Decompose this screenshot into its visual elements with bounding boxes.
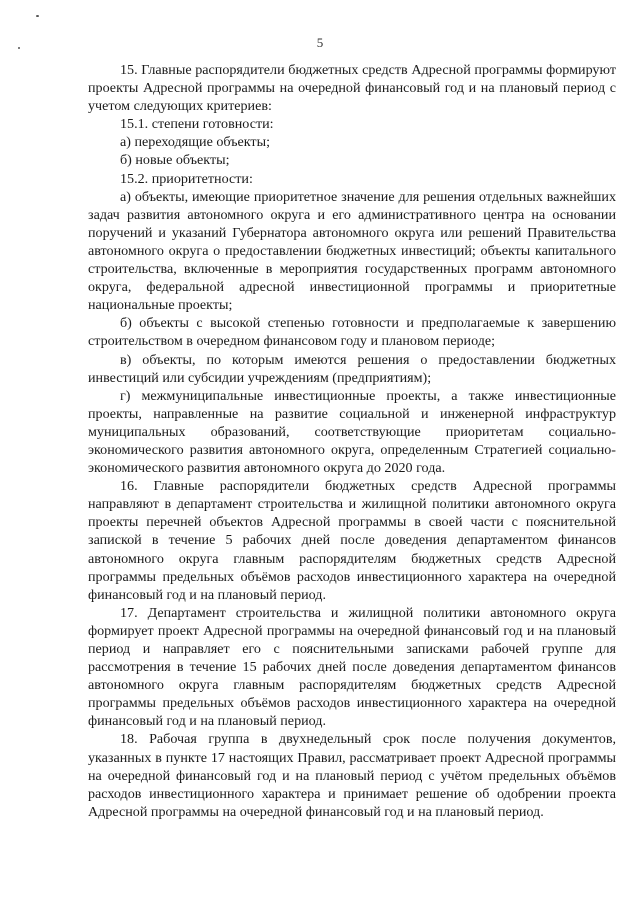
paragraph-18: 18. Рабочая группа в двухнедельный срок после получения документов, указанных в пункте 17 настоящих Правил, рассматривает проект Адресной программы на очередной финансовый год и на плановый период с учётом предельных объёмов расходов инвестиционного характера и принимает решение об одобрении проекта Адресной программы на очередной финансовый год и на плановый период. — [88, 731, 616, 820]
scan-speck — [36, 15, 39, 17]
paragraph-16: 16. Главные распорядители бюджетных средств Адресной программы направляют в департамент строительства и жилищной политики автономного округа проекты перечней объектов Адресной программы в своей части с пояснительной запиской в течение 5 рабочих дней после доведения департаментом финансов автономного округа главным распорядителям бюджетных средств Адресной программы предельных объёмов расходов инвестиционного характера на очередной финансовый год и на плановый период. — [88, 478, 616, 603]
list-item-15-2-g: г) межмуниципальные инвестиционные проекты, а также инвестиционные проекты, направленные на развитие социальной и инженерной инфраструктур муниципальных образований, соответствующие приоритетам социально-экономического развития автономного округа, определенным Стратегией социально-экономического развития автономного округа до 2020 года. — [88, 387, 616, 477]
document-body — [88, 61, 616, 821]
paragraph-15-1: 15.1. степени готовности: — [120, 116, 274, 133]
list-item-15-1-b: б) новые объекты; — [120, 152, 230, 169]
list-item-15-1-a: а) переходящие объекты; — [120, 134, 270, 151]
paragraph-15: 15. Главные распорядители бюджетных средств Адресной программы формируют проекты Адресной программы на очередной финансовый год и на плановый период с учетом следующих критериев: — [88, 62, 616, 115]
page-number: 5 — [316, 35, 324, 50]
list-item-15-2-b: б) объекты с высокой степенью готовности и предполагаемые к завершению строительством в очередном финансовом году и плановом периоде; — [88, 315, 616, 350]
paragraph-15-2: 15.2. приоритетности: — [120, 170, 253, 187]
paragraph-17: 17. Департамент строительства и жилищной политики автономного округа формирует проект Адресной программы на очередной финансовый год и на плановый период и направляет его с пояснительными записками рабочей группе для рассмотрения в течение 15 рабочих дней после доведения департаментом финансов автономного округа главным распорядителям бюджетных средств Адресной программы предельных объёмов расходов инвестиционного характера на очередной финансовый год и на плановый период. — [88, 604, 616, 730]
list-item-15-2-v: в) объекты, по которым имеются решения о предоставлении бюджетных инвестиций или субсидии учреждениям (предприятиям); — [88, 351, 616, 386]
list-item-15-2-a: а) объекты, имеющие приоритетное значение для решения отдельных важнейших задач развития автономного округа и его административного центра на основании поручений и указаний Губернатора автономного округа или решений Правительства автономного округа о предоставлении бюджетных инвестиций; объекты капитального строительства, включенные в мероприятия государственных программ автономного округа, федеральной адресной инвестиционной программы и приоритетные национальные проекты; — [88, 188, 616, 314]
